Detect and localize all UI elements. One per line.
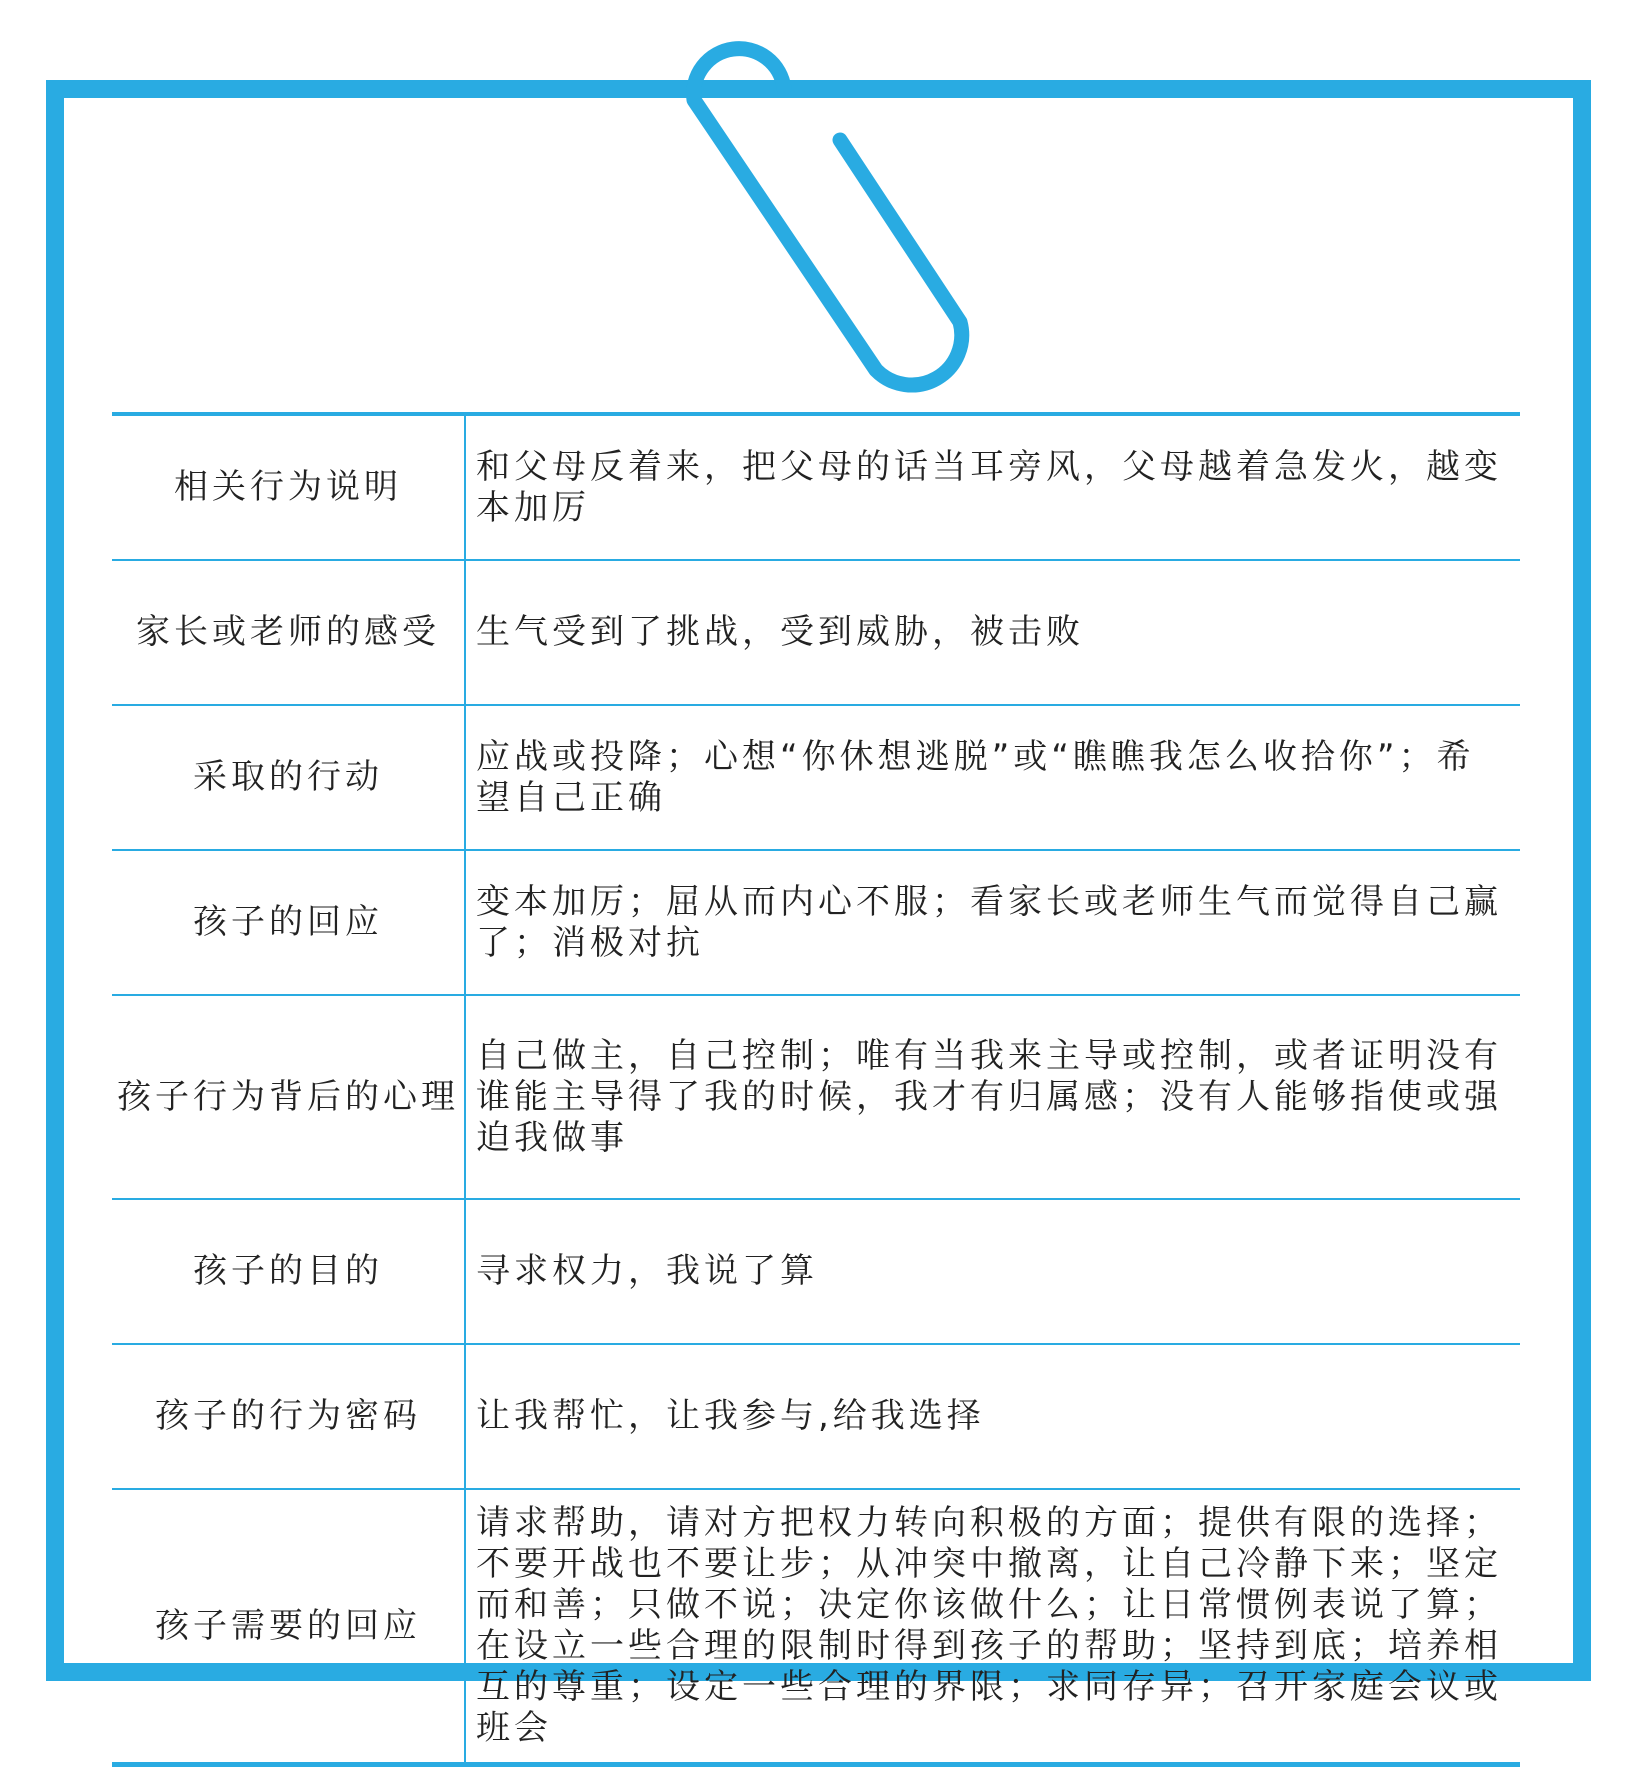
paperclip-icon (660, 20, 1000, 420)
row-label: 家长或老师的感受 (112, 560, 465, 705)
table-row (112, 1199, 1520, 1344)
row-content: 应战或投降；心想“你休想逃脱”或“瞧瞧我怎么收拾你”；希望自己正确 (465, 705, 1520, 850)
row-content: 变本加厉；屈从而内心不服；看家长或老师生气而觉得自己赢了；消极对抗 (465, 850, 1520, 995)
row-content: 自己做主，自己控制；唯有当我来主导或控制，或者证明没有谁能主导得了我的时候，我才有归属感；没有人能够指使或强迫我做事 (465, 995, 1520, 1199)
row-label: 孩子的回应 (112, 850, 465, 995)
table-row (112, 414, 1520, 560)
row-content: 生气受到了挑战，受到威胁，被击败 (465, 560, 1520, 705)
row-label: 孩子需要的回应 (112, 1489, 465, 1765)
table-row (112, 1344, 1520, 1489)
row-label: 孩子的目的 (112, 1199, 465, 1344)
row-content: 寻求权力，我说了算 (465, 1199, 1520, 1344)
row-content: 让我帮忙，让我参与,给我选择 (465, 1344, 1520, 1489)
behavior-table-container (112, 412, 1520, 1767)
row-label: 孩子行为背后的心理 (112, 995, 465, 1199)
row-label: 孩子的行为密码 (112, 1344, 465, 1489)
table-row (112, 705, 1520, 850)
row-label: 采取的行动 (112, 705, 465, 850)
row-content: 请求帮助，请对方把权力转向积极的方面；提供有限的选择；不要开战也不要让步；从冲突中撤离，让自己冷静下来；坚定而和善；只做不说；决定你该做什么；让日常惯例表说了算；在设立一些合理的限制时得到孩子的帮助；坚持到底；培养相互的尊重；设定一些合理的界限；求同存异；召开家庭会议或班会 (476, 1503, 1502, 1748)
row-content: 和父母反着来，把父母的话当耳旁风，父母越着急发火，越变本加厉 (465, 414, 1520, 560)
table-row (112, 1489, 1520, 1765)
table-row (112, 850, 1520, 995)
behavior-table (112, 412, 1520, 1767)
table-row (112, 560, 1520, 705)
table-row (112, 995, 1520, 1199)
row-label: 相关行为说明 (112, 414, 465, 560)
